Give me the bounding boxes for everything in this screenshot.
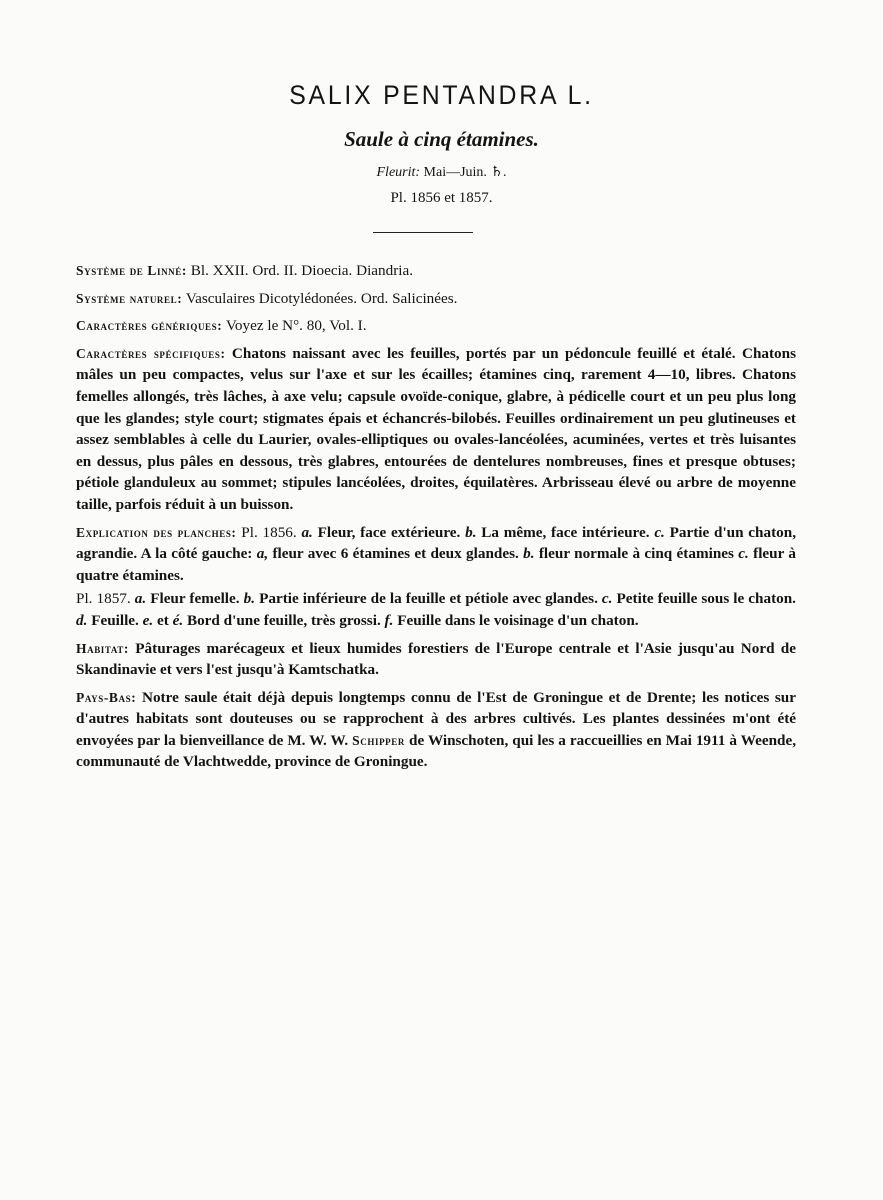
flowering-label: Fleurit: [376,165,421,180]
section-label: Caractères génériques: [76,318,223,334]
figure-caption: Petite feuille sous le chaton. [612,590,796,608]
section-label: Système naturel: [76,290,183,306]
section-label: Pays-Bas: [76,689,137,705]
figure-caption: fleur avec 6 étamines et deux glandes. [268,545,524,563]
flowering-line [0,164,883,181]
figure-caption: Fleur femelle. [146,590,244,608]
figure-caption: fleur à quatre étamines. [76,545,797,584]
document-body [76,260,796,775]
figure-letter: a, [256,545,269,563]
section-text: Chatons naissant avec les feuilles, portés par un pédoncule feuillé et étalé. Chatons mâles un peu compactes, velus sur l'axe et sur les écailles; étamines cinq, rarement 4—10, libres. Chatons femelles allongés, très lâches, à axe velu; capsule ovoïde-conique, glabre, à pédicelle court et un peu plus long que les glandes; style court; stigmates épais et échancrés-bilobés. Feuilles ordinairement un peu glutineuses et assez semblables à celle du Laurier, ovales-elliptiques ou ovales-lancéolées, acuminées, vertes et très luisantes en dessus, plus pâles en dessous, très glabres, entourées de dentelures nombreuses, fines et presque obtuses; pétiole glanduleux au sommet; stipules lancéolées, droites, équilatères. Arbrisseau élevé ou arbre de moyenne taille, parfois réduit à un buisson. [76,344,796,513]
figure-caption: Partie d'un chaton, agrandie. A la côté gauche: [76,523,796,563]
section-text: Vasculaires Dicotylédonées. Ord. Salicinées. [182,289,458,307]
figure-letter: e. [142,611,154,629]
figure-caption: Bord d'une feuille, très grossi. [183,611,385,629]
figure-caption: Feuille. [87,611,143,629]
figure-letter: b. [243,590,256,608]
plate-ref: Pl. 1856. [236,523,302,541]
section-label: Caractères spécifiques: [76,345,226,361]
section-generiques [76,315,796,337]
figure-letter: a. [134,590,147,608]
plate-ref: Pl. 1857. [76,590,135,608]
section-linne [76,260,796,282]
page-subtitle: Saule à cinq étamines. [344,127,539,151]
figure-caption: et [153,611,173,629]
section-pays-bas [76,687,796,773]
section-text: de Winschoten, qui les a raccueillies en Mai 1911 à Weende, communauté de Vlachtwedde, province de Groningue. [76,731,796,771]
section-label: Habitat: [76,640,129,656]
section-explication-1857 [76,588,796,631]
section-text: Voyez le N°. 80, Vol. I. [222,317,367,335]
section-label: Explication des planches: [76,524,237,540]
figure-letter: c. [738,545,749,563]
figure-letter: f. [384,611,394,629]
figure-letter: b. [465,523,477,541]
section-habitat [76,638,796,681]
section-text: Pâturages marécageux et lieux humides forestiers de l'Europe centrale et l'Asie jusqu'au Nord de Skandinavie et vers l'est jusqu'à Kamtschatka. [76,639,796,679]
figure-letter: c. [601,590,613,608]
figure-letter: é. [172,611,184,629]
collector-name: Schipper [352,732,405,748]
figure-caption: Feuille dans le voisinage d'un chaton. [393,611,639,629]
plates-line: Pl. 1856 et 1857. [390,190,493,206]
flowering-value: Mai—Juin. ♄. [423,165,507,180]
section-naturel [76,288,796,310]
page-title: SALIX PENTANDRA L. [289,80,594,110]
figure-caption: Partie inférieure de la feuille et pétiole avec glandes. [255,590,602,608]
section-text: Notre saule était déjà depuis longtemps connu de l'Est de Groningue et de Drente; les notices sur d'autres habitats sont douteuses ou se rapprochent à des arbres cultivés. Les plantes dessinées m'ont été envoyées par la bienveillance de M. W. W. [76,688,796,749]
figure-caption: Fleur, face extérieure. [312,523,466,541]
section-explication-1856 [76,522,796,587]
section-specifiques [76,343,796,516]
title-divider [373,232,473,233]
figure-letter: d. [76,611,88,629]
figure-caption: La même, face intérieure. [476,523,655,541]
figure-letter: b. [523,545,535,563]
section-text: Bl. XXII. Ord. II. Dioecia. Diandria. [186,262,414,279]
figure-letter: a. [301,523,313,541]
section-label: Système de Linné: [76,263,187,278]
figure-caption: fleur normale à cinq étamines [534,545,739,563]
figure-letter: c. [654,523,665,541]
